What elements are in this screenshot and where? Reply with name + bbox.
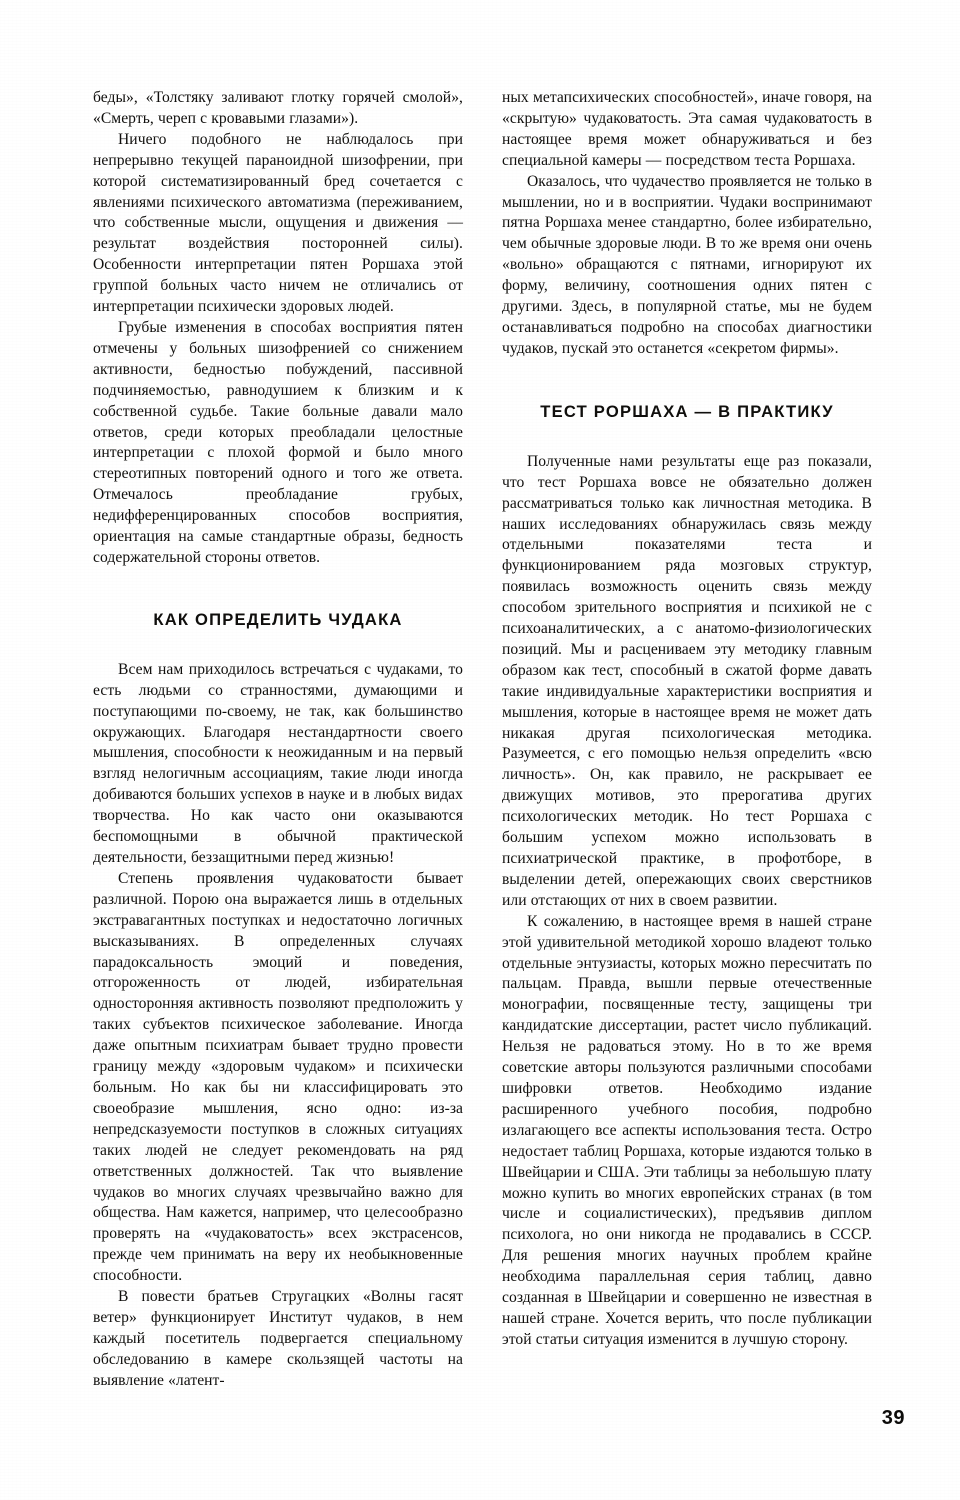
paragraph: В повести братьев Стругацких «Волны гасят ветер» функционирует Институт чудаков, в нем каждый посетитель подвергается специальному обследованию в камере скользящей частоты на выявление «латент- — [93, 1288, 463, 1389]
section-heading-kak-opredelit-chudaka: КАК ОПРЕДЕЛИТЬ ЧУДАКА — [153, 609, 403, 629]
two-column-body — [93, 88, 872, 1389]
paragraph: беды», «Толстяку заливают глотку горячей смолой», «Смерть, череп с кровавыми глазами»). — [93, 89, 463, 127]
section-heading-wrapper — [502, 360, 872, 452]
left-column — [93, 88, 463, 1389]
section-heading-test-rorshaha-v-praktiku: ТЕСТ РОРШАХА — В ПРАКТИКУ — [540, 401, 834, 421]
paragraph: Всем нам приходилось встречаться с чудаками, то есть людьми со странностями, думающими и поступающими по-своему, не так, как большинство окружающих. Благодаря нестандартности своего мышления, способности к неожиданным и на первый взгляд нелогичным ассоциациям, такие люди иногда добиваются больших успехов в науке и в любых видах творчества. Но как часто они оказываются беспомощными в обычной практической деятельности, беззащитными перед жизнью! — [93, 660, 463, 866]
paragraph: ных метапсихических способностей», иначе говоря, на «скрытую» чудаковатость. Эта самая чудаковатость в настоящее время может обнаруживаться и без специальной камеры — посредством теста Роршаха. — [502, 89, 872, 169]
paragraph: Грубые изменения в способах восприятия пятен отмечены у больных шизофренией со снижением активности, бедностью побуждений, пассивной подчиняемостью, равнодушием к близким и к собственной судьбе. Такие больные давали мало ответов, среди которых преобладали целостные интерпретации с плохой формой и было много стереотипных повторений одного и того же ответа. Отмечалось преобладание грубых, недифференцированных способов восприятия, ориентация на самые стандартные образы, бедность содержательной стороны ответов. — [93, 318, 463, 566]
section-heading-wrapper — [93, 569, 463, 660]
paragraph: К сожалению, в настоящее время в нашей стране этой удивительной методикой хорошо владеют только отдельные энтузиасты, которых можно пересчитать по пальцам. Правда, вышли первые отечественные монографии, посвященные тесту, защищены три кандидатские диссертации, растет число публикаций. Нельзя не радоваться этому. Но в то же время советские авторы пользуются различными способами шифровки ответов. Необходимо издание расширенного учебного пособия, подробно излагающего все аспекты использования теста. Остро недостает таблиц Роршаха, которые издаются только в Швейцарии и США. Эти таблицы за небольшую плату можно купить во многих европейских странах (в том числе и социалистических), предъявив диплом психолога, но они никогда не продавались в СССР. Для решения многих научных проблем крайне необходима параллельная серия таблиц, давно созданная в Швейцарии и совершенно не известная в нашей стране. Хочется верить, что после публикации этой статьи ситуация изменится в лучшую сторону. — [502, 912, 872, 1348]
paragraph: Степень проявления чудаковатости бывает различной. Порою она выражается лишь в отдельных экстравагантных поступках и недостаточно логичных высказываниях. В определенных случаях парадоксальность эмоций и поведения, отгороженность от людей, избирательная односторонняя активность позволяют предположить у таких субъектов психическое заболевание. Иногда даже опытным психиатрам бывает трудно провести границу между «здоровым чудаком» и психически больным. Но как бы ни классифицировать это своеобразие мышления, ясно одно: из-за непредсказуемости поступков в сложных ситуациях таких людей не следует рекомендовать на ряд ответственных должностей. Так что выявление чудаков во многих случаях чрезвычайно важно для общества. Нам кажется, например, что целесообразно проверять на «чудаковатость» всех экстрасенсов, прежде чем принимать на веру их необыкновенные способности. — [93, 869, 463, 1285]
paragraph: Ничего подобного не наблюдалось при непрерывно текущей параноидной шизофрении, при которой систематизированный бред сочетается с явлениями психического автоматизма (переживанием, что собственные мысли, ощущения и движения — результат воздействия посторонней силы). Особенности интерпретации пятен Роршаха этой группой больных часто ничем не отличались от интерпретации психически здоровых людей. — [93, 130, 463, 316]
paragraph: Оказалось, что чудачество проявляется не только в мышлении, но и в восприятии. Чудаки воспринимают пятна Роршаха менее стандартно, более избирательно, чем обычные здоровые люди. В то же время они очень «вольно» обращаются с пятнами, игнорируют их форму, величину, соотношения одних пятен с другими. Здесь, в популярной статье, мы не будем останавливаться подробно на способах диагностики чудаков, пускай это останется «секретом фирмы». — [502, 172, 872, 357]
right-column — [502, 88, 872, 1358]
paragraph: Полученные нами результаты еще раз показали, что тест Роршаха вовсе не обязательно должен рассматриваться только как личностная методика. В наших исследованиях обнаружилась связь между отдельными показателями теста и функционированием ряда мозговых структур, появилась возможность оценить связь между способом зрительного восприятия и психикой не с психоаналитических, а с анатомо-физиологических позиций. Мы и расцениваем эту методику главным образом как тест, способный в сжатой форме давать такие индивидуальные характеристики восприятия и мышления, которые в настоящее время не может дать никакая другая психологическая методика. Разумеется, с его помощью нельзя определить «всю личность». Он, как правило, не раскрывает ее движущих мотивов, это прерогатива других психологических методик. Но тест Роршаха с большим успехом можно использовать в психиатрической практике, в профотборе, в выделении детей, опережающих своих сверстников или отстающих от них в своем развитии. — [502, 452, 872, 909]
page-number: 39 — [881, 1407, 905, 1429]
